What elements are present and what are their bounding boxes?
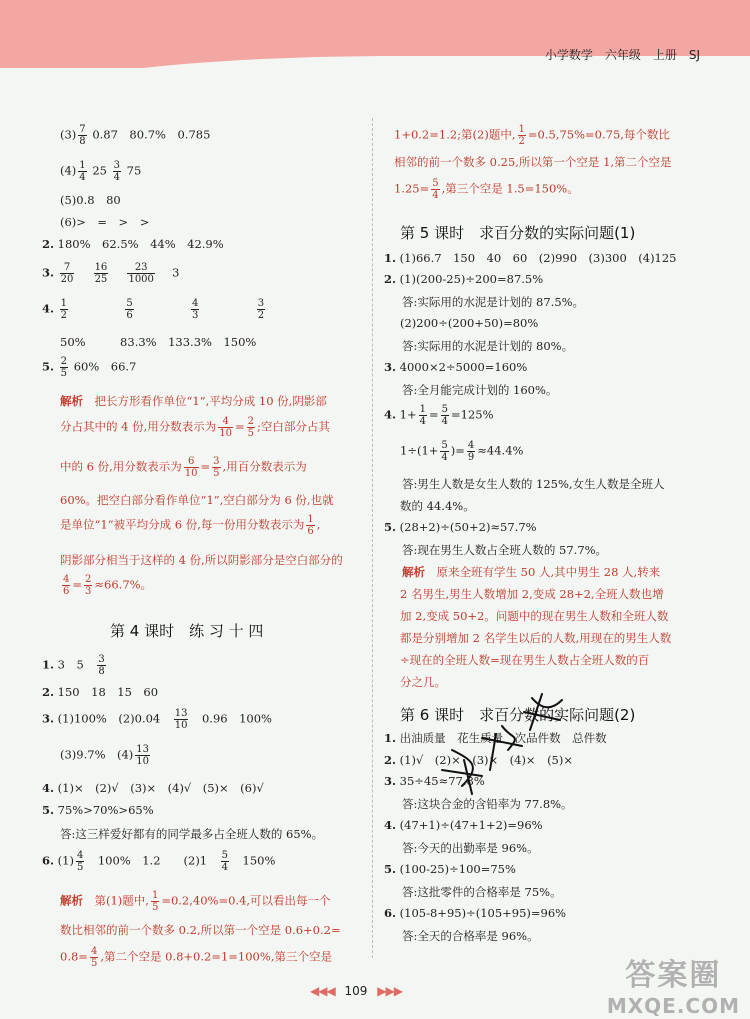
answer-line: 2. (1)√ (2)× (3)× (4)× (5)× — [384, 753, 573, 767]
analysis-line: 解析 把长方形看作单位“1”,平均分成 10 份,阴影部 — [60, 394, 327, 408]
answer-line: 1. 出油质量 花生质量 次品件数 总件数 — [384, 731, 607, 745]
analysis-line: 相邻的前一个数多 0.25,所以第一个空是 1,第二个空是 — [394, 155, 672, 169]
answer-line: 6. (105-8+95)÷(105+95)=96% — [384, 906, 567, 920]
page-footer — [310, 984, 402, 998]
analysis-line: 60%。把空白部分看作单位“1”,空白部分为 6 份,也就 — [60, 493, 334, 507]
left-column — [0, 0, 372, 1019]
answer-line: 2. (1)(200-25)÷200=87.5% — [384, 272, 544, 286]
watermark-logo: 答案圈 MXQE.COM — [606, 958, 740, 1018]
analysis-line: 加 2,变成 50+2。问题中的现在男生人数和全班人数 — [400, 609, 669, 623]
answer-line: 答:现在男生人数占全班人数的 57.7%。 — [402, 543, 608, 557]
analysis-line: 是单位“1”被平均分成 6 份,每一份用分数表示为 $\frac{1}{6}$ , — [60, 514, 321, 537]
analysis-line: 数比相邻的前一个数多 0.2,所以第一个空是 0.6+0.2= — [60, 923, 341, 937]
answer-line: 50% 83.3% 133.3% 150% — [60, 335, 257, 349]
lesson-title: 第 4 课时 练 习 十 四 — [110, 622, 264, 640]
answer-line: 答:全天的合格率是 96%。 — [402, 929, 539, 943]
analysis-line: ÷现在的全班人数=现在男生人数占全班人数的百 — [400, 653, 650, 667]
answer-line: 5. (100-25)÷100=75% — [384, 862, 516, 876]
analysis-line: 阴影部分相当于这样的 4 份,所以阴影部分是空白部分的 — [60, 553, 343, 567]
analysis-line: 2 名男生,男生人数增加 2,变成 28+2,全班人数也增 — [400, 587, 664, 601]
answer-line: 5. (28+2)÷(50+2)≈57.7% — [384, 520, 537, 534]
answer-line: 答:这块合金的含铅率为 77.8%。 — [402, 797, 573, 811]
answer-line: 答:实际用的水泥是计划的 80%。 — [402, 339, 574, 353]
answer-line: 答:男生人数是女生人数的 125%,女生人数是全班人 — [402, 477, 665, 491]
answer-line: 2. 180% 62.5% 44% 42.9% — [42, 237, 224, 251]
prev-arrows-icon: ◀◀◀ — [310, 984, 335, 998]
answer-line: (3)9.7% (4) $\frac{13}{10}$ — [60, 744, 150, 767]
analysis-line: 都是分别增加 2 名学生以后的人数,用现在的男生人数 — [400, 631, 672, 645]
answer-line: 1. 3 5 $\frac{3}{8}$ — [42, 654, 105, 677]
lesson-title: 第 6 课时 求百分数的实际问题(2) — [400, 706, 636, 724]
answer-line: 答:全月能完成计划的 160%。 — [402, 383, 558, 397]
answer-line: 答:今天的出勤率是 96%。 — [402, 841, 539, 855]
analysis-line: 1.25= $\frac{5}{4}$ ,第三个空是 1.5=150%。 — [394, 178, 579, 201]
answer-line: (6)> = > > — [60, 215, 150, 229]
answer-line: 答:这批零件的合格率是 75%。 — [402, 885, 562, 899]
analysis-line: $\frac{4}{6}$ = $\frac{2}{3}$ ≈66.7%。 — [63, 574, 153, 597]
page-number: 109 — [344, 984, 368, 998]
page-header: 小学数学 六年级 上册 SJ — [544, 48, 700, 62]
answer-line: 6. (1) $\frac{4}{5}$ 100% 1.2 (2)1 $\frac{5}{4}$ 150% — [42, 850, 276, 873]
analysis-line: 分之几。 — [400, 675, 446, 689]
answer-line: 4. (1)× (2)√ (3)× (4)√ (5)× (6)√ — [42, 781, 264, 795]
answer-line: 4. (47+1)÷(47+1+2)=96% — [384, 818, 543, 832]
analysis-line: 解析 第(1)题中, $\frac{1}{5}$ =0.2,40%=0.4,可以看出每一个 — [60, 890, 331, 913]
answer-line: 2. 150 18 15 60 — [42, 685, 159, 699]
answer-line: 4. $\frac{1}{2}$ $\frac{5}{6}$ $\frac{4}{3}$ $\frac{3}{2}$ — [42, 298, 265, 321]
answer-line: 3. 4000×2÷5000=160% — [384, 360, 528, 374]
answer-line: (3) $\frac{7}{8}$ 0.87 80.7% 0.785 — [60, 124, 211, 147]
answer-line: (5)0.8 80 — [60, 193, 121, 207]
answer-line: (2)200÷(200+50)=80% — [400, 316, 539, 330]
answer-line: 5. $\frac{2}{5}$ 60% 66.7 — [42, 356, 137, 379]
answer-line: 3. (1)100% (2)0.04 $\frac{13}{10}$ 0.96 100% — [42, 708, 272, 731]
analysis-line: 1+0.2=1.2;第(2)题中, $\frac{1}{2}$ =0.5,75%=0.75,每个数比 — [394, 124, 670, 147]
handwriting-scribble — [412, 690, 572, 800]
answer-line: 1÷(1+ $\frac{5}{4}$ )= $\frac{4}{9}$ ≈44.4% — [400, 440, 524, 463]
answer-line: 5. 75%>70%>65% — [42, 803, 154, 817]
fraction: $\frac{7}{8}$ — [79, 124, 86, 147]
analysis-line: 0.8= $\frac{4}{5}$ ,第二个空是 0.8+0.2=1=100%,第三个空是 — [60, 946, 332, 969]
answer-line: 3. 35÷45≈77.8% — [384, 774, 485, 788]
right-column — [372, 0, 750, 1019]
answer-line: 答:实际用的水泥是计划的 87.5%。 — [402, 295, 585, 309]
analysis-line: 中的 6 份,用分数表示为 $\frac{6}{10}$ = $\frac{3}{5}$ ,用百分数表示为 — [60, 456, 307, 479]
lesson-title: 第 5 课时 求百分数的实际问题(1) — [400, 224, 636, 242]
answer-line: 4. 1+ $\frac{1}{4}$ = $\frac{5}{4}$ =125% — [384, 404, 494, 427]
answer-line: 1. (1)66.7 150 40 60 (2)990 (3)300 (4)125 — [384, 251, 677, 265]
answer-line: 3. $\frac{7}{20}$ $\frac{16}{25}$ $\frac{23}{1000}$ 3 — [42, 262, 180, 285]
next-arrows-icon: ▶▶▶ — [377, 984, 402, 998]
analysis-line: 解析 原来全班有学生 50 人,其中男生 28 人,转来 — [402, 565, 661, 579]
answer-line: 数的 44.4%。 — [400, 499, 475, 513]
answer-line: (4) $\frac{1}{4}$ 25 $\frac{3}{4}$ 75 — [60, 160, 142, 183]
answer-line: 答:这三样爱好都有的同学最多占全班人数的 65%。 — [60, 827, 324, 841]
analysis-line: 分占其中的 4 份,用分数表示为 $\frac{4}{10}$ = $\frac{2}{5}$ ;空白部分占其 — [60, 416, 330, 439]
